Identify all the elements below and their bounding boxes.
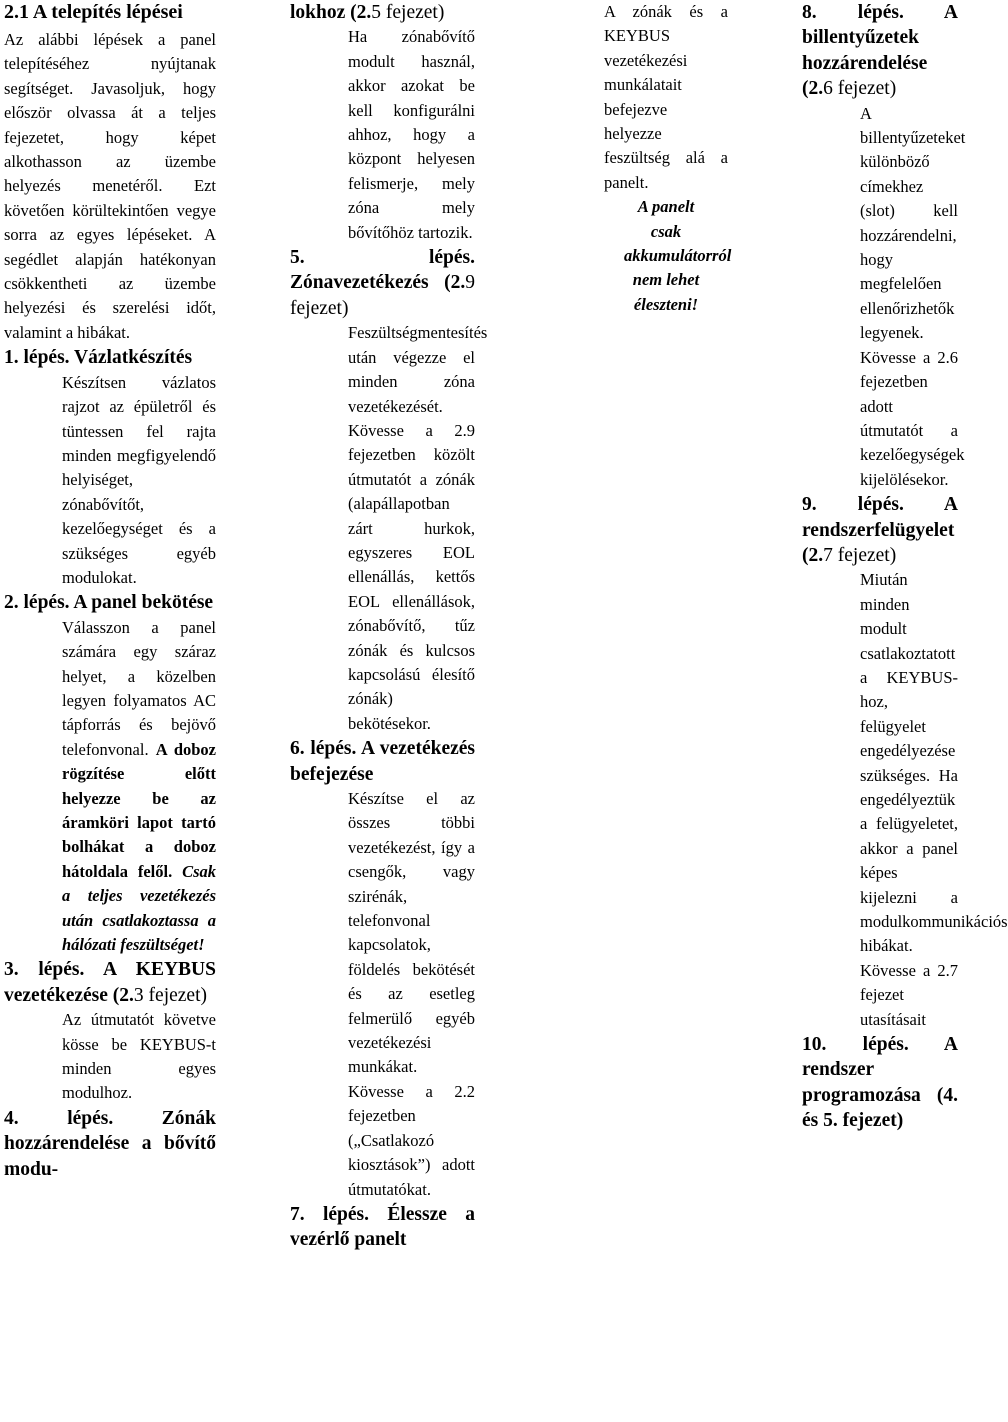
step-3-heading-text: 3. lépés. A KEYBUS vezetékezése (2. [4, 959, 216, 1006]
step-6-heading: 6. lépés. A vezetékezés befejezése [290, 738, 475, 785]
column-3 [604, 0, 732, 317]
step-1-body: Készítsen vázlatos rajzot az épületről és tüntessen fel rajta minden megfigyelendő helyiséget, zónabővítőt, kezelőegységet és a szükséges egyéb modulokat. [62, 372, 216, 587]
step-4-heading: 4. lépés. Zónák hozzárendelése a bővítő modu- [4, 1107, 216, 1180]
step-4-heading-continued [290, 0, 475, 25]
step-2-body [4, 616, 216, 958]
step-3-heading [4, 957, 216, 1008]
step-7-heading: 7. lépés. Élessze a vezérlő panelt [290, 1203, 475, 1251]
step-2-note: Csak a teljes vezetékezés után csatlakoztassa a hálózati feszültséget! [62, 861, 216, 955]
step-9-heading [802, 492, 958, 568]
step-2-text: Válasszon a panel számára egy száraz helyet, a közelben legyen folyamatos AC tápforrás és bejövő telefonvonal. [62, 617, 216, 759]
step-9-heading-text: 9. lépés. A rendszerfelügyelet (2. [802, 494, 958, 566]
step-4-heading-ref: 5 fejezet) [371, 2, 445, 23]
column-1 [4, 0, 216, 1182]
step-7-body: A zónák és a KEYBUS vezetékezési munkálatait befejezve helyezze feszültség alá a panelt. [604, 2, 728, 192]
step-8-heading [802, 0, 958, 102]
step-10-heading: 10. lépés. A rendszer programozása (4. és 5. fejezet) [802, 1034, 958, 1132]
step-2-warning: A doboz rögzítése előtt helyezze be az áramköri lapot tartó bolhákat a doboz hátoldala felől. [62, 739, 216, 881]
step-8-heading-ref: 6 fejezet) [823, 78, 897, 100]
step-6-body: Készítse el az összes többi vezetékezést, így a csengők, vagy szirénák, telefonvonal kapcsolatok, földelés bekötését és az esetleg felmerülő egyéb vezetékezési munkákat. Kövesse a 2.2 fejezetben („Csatlakozó kiosztások”) adott útmutatókat. [348, 789, 475, 1199]
section-title: 2.1 A telepítés lépései [4, 1, 183, 23]
column-4 [802, 0, 1008, 1134]
step-3-body: Az útmutatót követve kösse be KEYBUS-t minden egyes modulhoz. [62, 1010, 216, 1103]
step-8-heading-text: 8. lépés. A billentyűzetek hozzárendelése (2. [802, 2, 958, 100]
step-9-body: Miután minden modult csatlakoztatott a KEYBUS-hoz, felügyelet engedélyezése szükséges. Ha engedélyeztük a felügyeletet, akkor a panel képes kijelezni a modulkommunikációs hibákat. Kövesse a 2.7 fejezet utasításait [860, 570, 1008, 1029]
step-4-body: Ha zónabővítő modult használ, akkor azokat be kell konfigurálni ahhoz, hogy a központ helyesen felismerje, mely zóna mely bővítőhöz tartozik. [348, 27, 475, 242]
step-8-body: A billentyűzeteket különböző címekhez (slot) kell hozzárendelni, hogy megfelelően ellenőrizhetők legyenek. Kövesse a 2.6 fejezetben adott útmutatót a kezelőegységek kijelölésekor. [860, 103, 966, 489]
step-5-body: Feszültségmentesítés után végezze el minden zóna vezetékezését. Kövesse a 2.9 fejezetben közölt útmutatót a zónák (alapállapotban zárt hurkok, egyszeres EOL ellenállás, kettős EOL ellenállások, zónabővítő, tűz zónák és kulcsos kapcsolású élesítő zónák) bekötésekor. [348, 323, 488, 733]
step-1-heading: 1. lépés. Vázlatkészítés [4, 347, 193, 369]
step-3-heading-ref: 3 fejezet) [133, 984, 207, 1006]
intro-paragraph: Az alábbi lépések a panel telepítéséhez nyújtanak segítséget. Javasoljuk, hogy először olvassa át a teljes fejezetet, hogy képet alkothasson az üzembe helyezés menetéről. Ezt követően körültekintően vegye sorra az egyes lépéseket. A segédlet alapján hatékonyan csökkentheti az üzembe helyezési és szerelési időt, valamint a hibákat. [4, 30, 216, 342]
step-7-note: A panelt csak akkumulátorról nem lehet éleszteni! [624, 197, 732, 314]
step-5-heading [290, 245, 475, 321]
step-2-heading: 2. lépés. A panel bekötése [4, 592, 214, 614]
step-5-heading-text: 5. lépés. Zónavezetékezés (2. [290, 247, 475, 294]
column-2 [290, 0, 488, 1253]
step-5-heading-ref: 9 fejezet) [290, 272, 475, 319]
step-9-heading-ref: 7 fejezet) [823, 544, 897, 566]
step-4-heading-text: lokhoz (2. [290, 2, 372, 23]
